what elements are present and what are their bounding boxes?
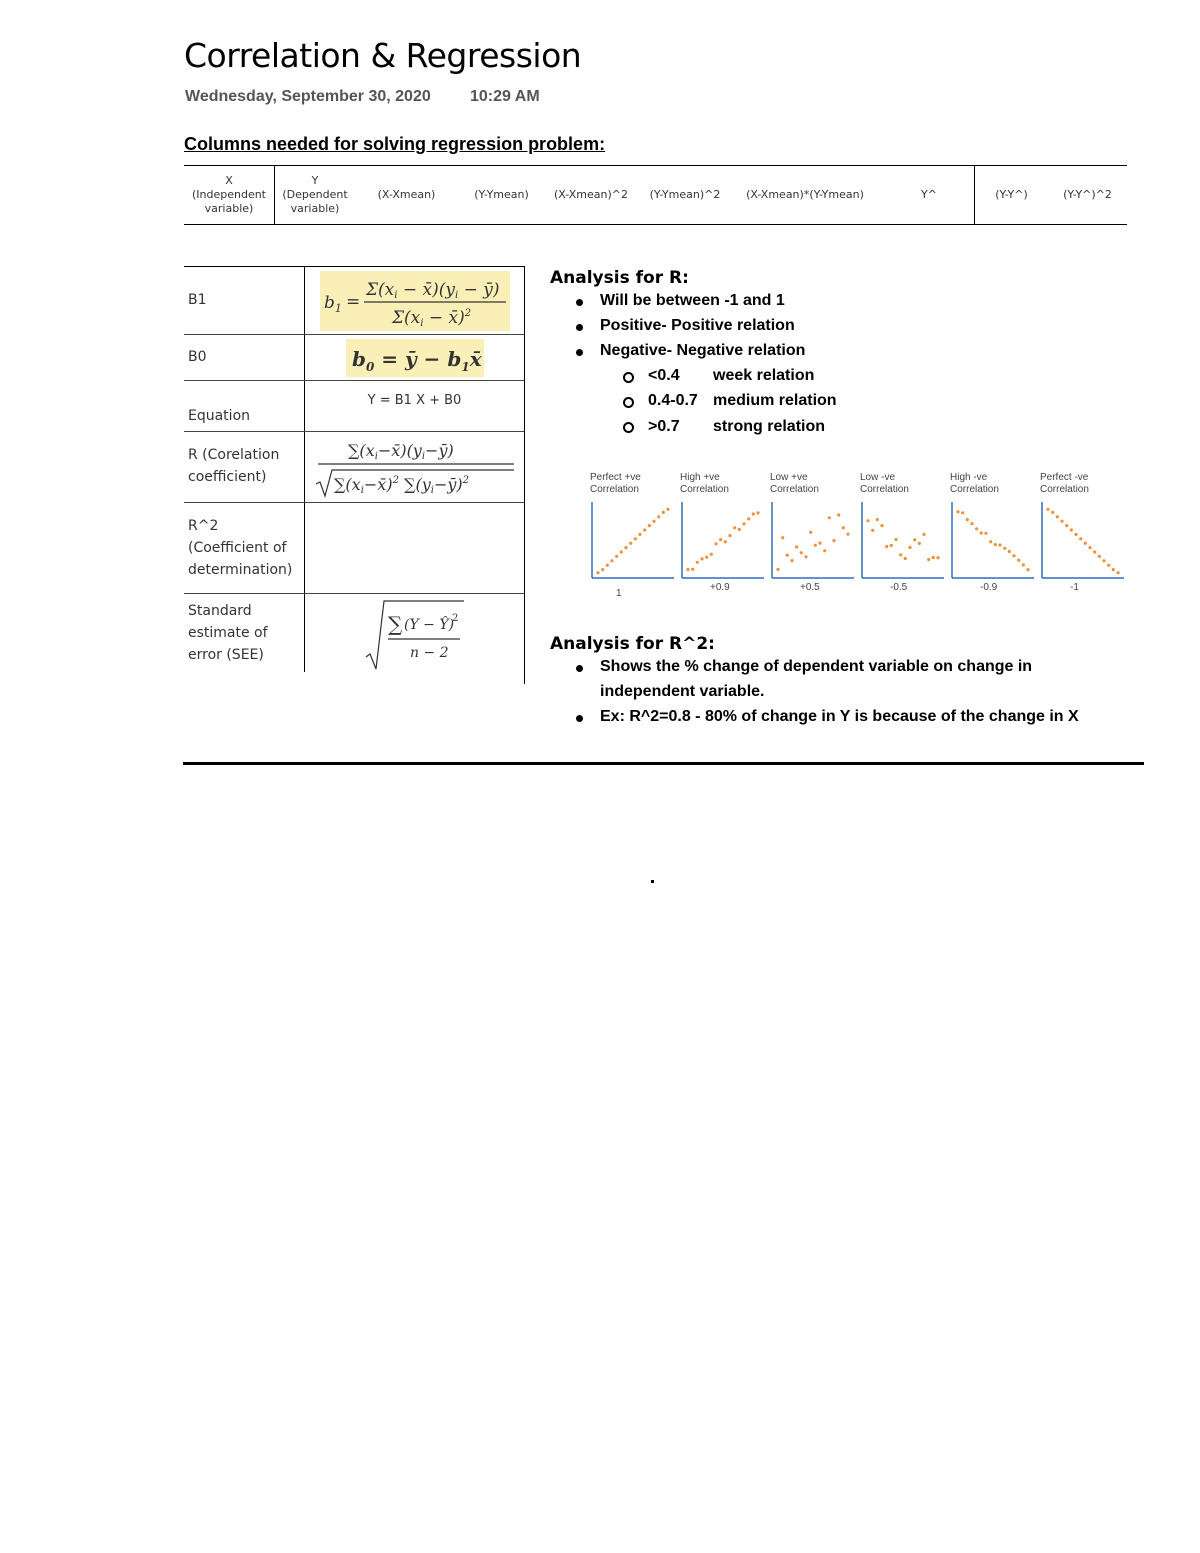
- svg-text:n − 2: n − 2: [409, 645, 449, 661]
- columns-table: [184, 165, 1127, 225]
- scatter-title-line: Low -ve: [860, 472, 896, 483]
- page-title: Correlation & Regression: [184, 36, 582, 75]
- sub-bullet-icon: [623, 397, 634, 408]
- scatter-point: [742, 522, 745, 525]
- scatter-point: [885, 545, 888, 548]
- svg-text:b1: $b_1$: [323, 292, 342, 315]
- sub-bullet-range: >0.7: [648, 418, 680, 435]
- scatter-point: [1102, 559, 1105, 562]
- scatter-point: [800, 551, 803, 554]
- formula-label-line: error (SEE): [188, 647, 264, 663]
- scatter-point: [804, 555, 807, 558]
- scatter-point: [657, 515, 660, 518]
- see-formula-image: [360, 595, 470, 671]
- scatter-point: [936, 556, 939, 559]
- analysis-r-bullet: Positive- Positive relation: [600, 317, 795, 334]
- column-line: Y: [311, 174, 319, 187]
- column-header: [884, 166, 975, 224]
- b0-formula-image: [346, 339, 484, 377]
- scatter-point: [790, 559, 793, 562]
- scatter-point: [648, 524, 651, 527]
- formula-label: [188, 444, 279, 488]
- scatter-point: [629, 542, 632, 545]
- scatter-point: [832, 539, 835, 542]
- column-header: [546, 166, 636, 224]
- column-line: variable): [290, 202, 340, 215]
- b1-formula: [305, 267, 524, 334]
- svg-text:Σ(xi − x̄)(yi − ȳ): Σ(xi − x̄)(yi − ȳ): [365, 279, 499, 301]
- scatter-point: [696, 561, 699, 564]
- scatter-point: [601, 568, 604, 571]
- scatter-point: [733, 526, 736, 529]
- equation-value: Y = B1 X + B0: [367, 393, 462, 408]
- analysis-r-bullet: Will be between -1 and 1: [600, 292, 785, 309]
- column-line: (Y-Ymean)^2: [649, 188, 721, 201]
- scatter-point: [994, 543, 997, 546]
- formula-label: [188, 600, 268, 666]
- column-header: [640, 166, 730, 224]
- formula-table: [184, 266, 524, 672]
- formula-label-line: R (Corelation: [188, 447, 280, 463]
- scatter-point: [876, 518, 879, 521]
- svg-text:∑(xi−x̄)2 ∑(yi−ȳ)2: ∑(xi−x̄)$^2$ ∑(yi−ȳ)$^2$: [333, 475, 469, 496]
- page-date: Wednesday, September 30, 2020: [185, 88, 431, 105]
- scatter-point: [818, 542, 821, 545]
- scatter-point: [738, 528, 741, 531]
- scatter-title-line: Correlation: [770, 484, 819, 495]
- scatter-point: [686, 568, 689, 571]
- analysis-r-heading: Analysis for R:: [550, 268, 689, 288]
- scatter-point: [1112, 568, 1115, 571]
- scatter-point: [610, 559, 613, 562]
- scatter-panel: [860, 500, 948, 584]
- scatter-point: [710, 553, 713, 556]
- scatter-point: [795, 545, 798, 548]
- scatter-point: [728, 534, 731, 537]
- scatter-point: [970, 522, 973, 525]
- sub-bullet-text: medium relation: [713, 392, 837, 409]
- scatter-point: [866, 519, 869, 522]
- column-header: [364, 166, 449, 224]
- scatter-point: [1056, 515, 1059, 518]
- scatter-point: [846, 533, 849, 536]
- scatter-point: [652, 520, 655, 523]
- scatter-point: [894, 538, 897, 541]
- scatter-point: [998, 543, 1001, 546]
- scatter-point: [890, 544, 893, 547]
- scatter-point: [899, 553, 902, 556]
- analysis-r-bullet: Negative- Negative relation: [600, 342, 806, 359]
- scatter-point: [691, 568, 694, 571]
- column-header: [1050, 166, 1125, 224]
- formula-label-line: coefficient): [188, 469, 267, 485]
- scatter-panel: [590, 500, 678, 584]
- scatter-point: [956, 510, 959, 513]
- scatter-title-line: Low +ve: [770, 472, 808, 483]
- scatter-point: [980, 531, 983, 534]
- scatter-point: [961, 511, 964, 514]
- svg-text:∑(xi−x̄)(yi−ȳ): ∑(xi−x̄)(yi−ȳ): [347, 441, 454, 462]
- bullet-icon: [576, 665, 583, 672]
- scatter-point: [1046, 508, 1049, 511]
- sub-bullet-range: 0.4-0.7: [648, 392, 698, 409]
- scatter-point: [1070, 528, 1073, 531]
- scatter-point: [786, 554, 789, 557]
- scatter-panel-title: [950, 472, 999, 496]
- scatter-point: [842, 526, 845, 529]
- column-header: [979, 166, 1044, 224]
- stray-dot: [651, 880, 654, 883]
- scatter-point: [1026, 568, 1029, 571]
- bullet-icon: [576, 324, 583, 331]
- page-time: 10:29 AM: [470, 88, 540, 105]
- scatter-point: [1012, 554, 1015, 557]
- formula-row-b1: [184, 267, 524, 335]
- scatter-point: [1079, 537, 1082, 540]
- scatter-point: [1003, 547, 1006, 550]
- column-line: (Dependent: [282, 188, 348, 201]
- scatter-point: [705, 556, 708, 559]
- scatter-point: [606, 564, 609, 567]
- scatter-point: [837, 513, 840, 516]
- r-formula-image: [310, 434, 520, 500]
- sub-bullet-icon: [623, 372, 634, 383]
- scatter-point: [1107, 564, 1110, 567]
- column-line: (Independent: [191, 188, 266, 201]
- scatter-point: [880, 524, 883, 527]
- scatter-point: [666, 508, 669, 511]
- scatter-panel: [770, 500, 858, 584]
- scatter-point: [1098, 555, 1101, 558]
- scatter-panel-title: [770, 472, 819, 496]
- scatter-point: [1008, 550, 1011, 553]
- scatter-title-line: High -ve: [950, 472, 988, 483]
- scatter-point: [1088, 546, 1091, 549]
- scatter-panel-title: [860, 472, 909, 496]
- column-line: (Y-Y^): [995, 188, 1028, 201]
- formula-row-r2: [184, 503, 524, 594]
- scatter-r-label: -0.5: [890, 582, 908, 593]
- analysis-r2-heading: Analysis for R^2:: [550, 634, 715, 654]
- scatter-point: [828, 516, 831, 519]
- b1-formula-image: [320, 271, 510, 331]
- scatter-title-line: High +ve: [680, 472, 720, 483]
- formula-label-line: R^2: [188, 518, 219, 534]
- svg-text:Σ(xi − x̄)2: Σ(xi − x̄)$^2$: [391, 307, 471, 329]
- scatter-point: [904, 557, 907, 560]
- svg-text:=: =: [345, 291, 360, 312]
- scatter-r-label: 1: [616, 588, 622, 599]
- scatter-point: [638, 533, 641, 536]
- scatter-title-line: Correlation: [860, 484, 909, 495]
- sub-bullet-text: strong relation: [713, 418, 826, 435]
- scatter-r-label: +0.5: [800, 582, 820, 593]
- scatter-point: [975, 527, 978, 530]
- formula-row-equation: [184, 381, 524, 432]
- scatter-point: [871, 529, 874, 532]
- scatter-point: [747, 517, 750, 520]
- scatter-panel-title: [590, 472, 641, 496]
- scatter-title-line: Correlation: [680, 484, 729, 495]
- column-line: (X-Xmean)^2: [554, 188, 628, 201]
- table-right-border: [524, 266, 525, 684]
- scatter-point: [1017, 559, 1020, 562]
- scatter-title-line: Perfect +ve: [590, 472, 641, 483]
- formula-row-r: [184, 432, 524, 503]
- svg-text:∑: ∑: [387, 612, 402, 636]
- scatter-point: [781, 536, 784, 539]
- scatter-point: [809, 531, 812, 534]
- scatter-point: [908, 546, 911, 549]
- column-line: (Y-Ymean): [474, 188, 529, 201]
- column-line: variable): [204, 202, 254, 215]
- column-line: (X-Xmean): [377, 188, 436, 201]
- section-divider: [183, 762, 1144, 765]
- analysis-r2-bullet: Ex: R^2=0.8 - 80% of change in Y is because of the change in X: [600, 708, 1079, 725]
- scatter-point: [756, 511, 759, 514]
- bullet-icon: [576, 349, 583, 356]
- scatter-point: [662, 511, 665, 514]
- scatter-point: [776, 568, 779, 571]
- bullet-icon: [576, 299, 583, 306]
- scatter-title-line: Correlation: [590, 484, 639, 495]
- scatter-title-line: Perfect -ve: [1040, 472, 1089, 483]
- scatter-point: [814, 544, 817, 547]
- analysis-r: [550, 268, 689, 288]
- scatter-point: [700, 557, 703, 560]
- column-line: X: [225, 174, 233, 187]
- formula-row-see: [184, 594, 524, 672]
- scatter-point: [1022, 563, 1025, 566]
- scatter-point: [913, 538, 916, 541]
- scatter-point: [615, 555, 618, 558]
- scatter-point: [1051, 511, 1054, 514]
- column-header: [275, 166, 355, 224]
- b0-formula: [305, 335, 524, 380]
- scatter-title-line: Correlation: [950, 484, 999, 495]
- scatter-point: [932, 556, 935, 559]
- scatter-point: [643, 528, 646, 531]
- scatter-point: [752, 512, 755, 515]
- svg-text:2: 2: [451, 613, 458, 624]
- scatter-point: [724, 540, 727, 543]
- column-header: [732, 166, 878, 224]
- column-line: (Y-Y^)^2: [1063, 188, 1112, 201]
- scatter-r-label: -1: [1070, 582, 1079, 593]
- sub-bullet-text: week relation: [713, 367, 815, 384]
- scatter-point: [1084, 542, 1087, 545]
- scatter-title-line: Correlation: [1040, 484, 1089, 495]
- formula-label: B0: [188, 349, 207, 365]
- scatter-point: [596, 571, 599, 574]
- scatter-point: [1074, 533, 1077, 536]
- formula-label-line: determination): [188, 562, 293, 578]
- scatter-point: [1093, 550, 1096, 553]
- scatter-panel: [950, 500, 1038, 584]
- scatter-point: [624, 546, 627, 549]
- column-line: Y^: [921, 188, 937, 201]
- columns-heading: Columns needed for solving regression problem:: [184, 134, 606, 154]
- scatter-point: [1060, 520, 1063, 523]
- svg-text:b0 = ȳ − b1x̄: $b_0$ = ȳ − $b_1x̄$: [351, 346, 482, 374]
- analysis-r2-bullet: Shows the % change of dependent variable on change in: [600, 658, 1033, 675]
- column-header: [459, 166, 544, 224]
- scatter-point: [984, 532, 987, 535]
- bullet-icon: [576, 715, 583, 722]
- formula-label: B1: [188, 292, 207, 308]
- sub-bullet-range: <0.4: [648, 367, 680, 384]
- formula-label: [188, 515, 292, 581]
- sub-bullet-icon: [623, 422, 634, 433]
- formula-label-line: estimate of: [188, 625, 268, 641]
- scatter-point: [719, 538, 722, 541]
- scatter-point: [918, 542, 921, 545]
- scatter-r-label: -0.9: [980, 582, 998, 593]
- column-header: [184, 166, 275, 224]
- scatter-point: [989, 540, 992, 543]
- scatter-point: [966, 518, 969, 521]
- formula-label: Equation: [188, 408, 251, 424]
- formula-label-line: (Coefficient of: [188, 540, 287, 556]
- r-formula: [305, 432, 524, 502]
- scatter-panel: [680, 500, 768, 584]
- scatter-r-label: +0.9: [710, 582, 730, 593]
- scatter-point: [634, 537, 637, 540]
- scatter-point: [714, 542, 717, 545]
- see-formula: [305, 594, 524, 672]
- scatter-point: [620, 550, 623, 553]
- scatter-point: [927, 558, 930, 561]
- scatter-panel: [1040, 500, 1128, 584]
- svg-text:(Y − Ŷ): (Y − Ŷ): [403, 617, 454, 633]
- scatter-point: [1065, 524, 1068, 527]
- scatter-panel-title: [680, 472, 729, 496]
- column-line: (X-Xmean)*(Y-Ymean): [746, 188, 864, 201]
- scatter-point: [922, 533, 925, 536]
- analysis-r2: [550, 634, 715, 654]
- scatter-panel-title: [1040, 472, 1089, 496]
- formula-row-b0: [184, 335, 524, 381]
- scatter-point: [823, 549, 826, 552]
- formula-label-line: Standard: [188, 603, 252, 619]
- analysis-r2-bullet-cont: independent variable.: [600, 683, 765, 700]
- scatter-point: [1116, 571, 1119, 574]
